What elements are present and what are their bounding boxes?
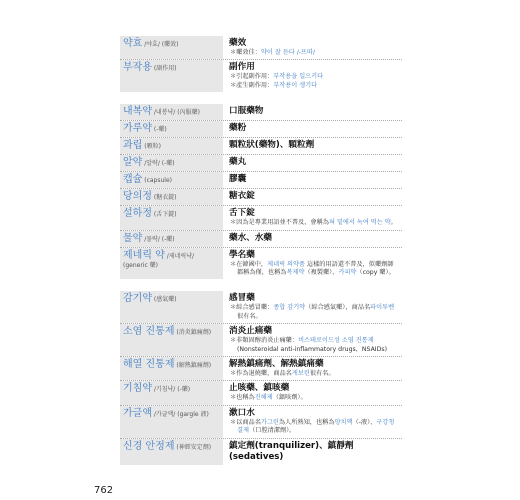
term-text: (舌下錠) [151, 211, 177, 219]
usage-note [229, 394, 399, 402]
term-text: 소염 진통제 [123, 326, 175, 338]
meaning: 膠囊 [229, 174, 247, 185]
note-text: 복제약 [286, 269, 305, 277]
vocab-entry [120, 121, 402, 138]
note-text: （鎮咳劑）。 [272, 394, 307, 402]
vocab-entry [120, 60, 402, 92]
note-text: 부작용이 생기다 [273, 81, 318, 89]
term-text: /물략/ (-藥) [142, 235, 175, 243]
note-text: 게보린 [291, 370, 310, 378]
usage-note [229, 73, 399, 81]
meaning: 藥水、水藥 [229, 232, 272, 243]
definition [223, 406, 402, 438]
note-text: 카피약 [338, 269, 357, 277]
meaning: 解熱鎮痛劑、解熱鎮痛藥 [229, 359, 324, 370]
definition [223, 36, 402, 59]
term-text: 약효 [123, 38, 143, 49]
meaning: 消炎止痛藥 [229, 326, 272, 337]
vocab-entry [120, 104, 402, 121]
definition [223, 60, 402, 92]
term-text: 감기약 [123, 293, 152, 305]
vocab-entry [120, 36, 402, 60]
note-text: 제네릭 의약품 [267, 260, 305, 268]
definition [223, 381, 402, 404]
term-text: 캡슐 [123, 174, 143, 186]
korean-term [120, 381, 223, 404]
definition [223, 291, 402, 323]
vocabulary-table [120, 36, 402, 465]
note-text: 為人所熟知，也稱為 [278, 418, 335, 426]
meaning: 感冒藥 [229, 293, 255, 304]
usage-note [229, 419, 399, 436]
meaning: 漱口水 [229, 407, 255, 418]
korean-term [120, 60, 223, 92]
note-text: ＊引起副作用： [230, 73, 274, 81]
note-text: 這樣的用語還不普及，似藥劑師都稱為僅，也稱為 [237, 260, 394, 277]
definition [223, 104, 402, 120]
korean-term [120, 231, 223, 247]
term-text: 내복약 [123, 106, 152, 118]
meaning: 藥丸 [229, 157, 247, 168]
definition [223, 231, 402, 247]
usage-note [229, 337, 399, 354]
note-text: 很有名。 [309, 370, 335, 378]
group-spacer [120, 279, 402, 291]
vocab-entry [120, 138, 402, 155]
term-text: 설하정 [123, 208, 152, 220]
term-text: /야효/ (藥效) [142, 41, 179, 48]
note-text: 很有名。 [237, 312, 262, 320]
term-text: (顆粒) [142, 143, 161, 151]
korean-term [120, 291, 223, 323]
term-text: 물약 [123, 232, 143, 244]
meaning: 鎮定劑(tranquilizer)、鎮靜劑(sedatives) [229, 440, 354, 462]
vocab-entry [120, 324, 402, 357]
definition [223, 155, 402, 171]
term-text: (消炎鎮痛劑) [174, 329, 212, 337]
vocab-entry [120, 172, 402, 189]
term-text: /알략/ (-藥) [142, 160, 175, 168]
definition [223, 324, 402, 356]
usage-note [229, 370, 399, 378]
note-text: 파이투벤 [370, 304, 395, 312]
term-text: 가글액 [123, 407, 152, 419]
meaning: 顆粒狀(藥物)、顆粒劑 [229, 140, 315, 151]
note-text: ＊以商品名 [230, 418, 261, 426]
note-text: ＊也稱為 [230, 394, 255, 402]
term-text: /기침냑/ (-藥) [151, 386, 191, 394]
note-text: 약이 잘 듣다 /-뜨따/ [260, 49, 316, 56]
note-text: （-液）、 [352, 418, 377, 426]
term-text: 제네릭 약 [123, 249, 165, 261]
vocab-entry [120, 439, 402, 465]
note-text: ＊在韓國中， [230, 260, 268, 268]
meaning: 藥效 [229, 38, 247, 48]
term-text: (糖衣錠) [151, 194, 177, 202]
definition [223, 172, 402, 188]
term-text: (感氣藥) [151, 296, 177, 304]
vocab-entry [120, 406, 402, 439]
korean-term [120, 248, 223, 280]
note-text: （複製藥）、 [304, 269, 339, 277]
korean-term [120, 357, 223, 380]
usage-note [229, 49, 399, 57]
definition [223, 189, 402, 205]
vocab-entry [120, 248, 402, 280]
usage-note [229, 219, 399, 227]
definition [223, 439, 402, 465]
note-text: 종합 감기약 [273, 304, 306, 312]
vocab-entry [120, 189, 402, 206]
vocab-entry [120, 291, 402, 324]
term-text: (神經安定劑) [174, 443, 212, 451]
meaning: 糖衣錠 [229, 191, 255, 202]
note-text: ＊產生副作用： [230, 81, 274, 89]
korean-term [120, 155, 223, 171]
note-text: （綜合感氣藥），商品名 [305, 304, 371, 312]
note-text: （口腔清潔劑）。 [248, 427, 296, 435]
definition [223, 138, 402, 154]
definition [223, 248, 402, 280]
definition [223, 357, 402, 380]
korean-term [120, 406, 223, 438]
note-text: ＊藥效佳： [230, 49, 261, 56]
note-text: 부작용을 일으키다 [273, 73, 324, 81]
meaning: 舌下錠 [229, 208, 255, 219]
entry-group [120, 36, 402, 92]
vocab-entry [120, 155, 402, 172]
note-text: 진해제 [254, 394, 273, 402]
meaning: 止咳藥、鎮咳藥 [229, 383, 290, 394]
korean-term [120, 189, 223, 205]
term-text: (capsule) [142, 177, 172, 185]
definition [223, 121, 402, 137]
definition [223, 206, 402, 229]
term-text: /제네릭냑/ (generic 藥) [123, 252, 194, 269]
korean-term [120, 324, 223, 356]
note-text: 비스테로이드성 소염 진통제 [298, 337, 374, 345]
note-text: ＊因為是專業用語並不普及，會稱為 [230, 219, 329, 227]
meaning: 副作用 [229, 62, 255, 73]
meaning: 口服藥物 [229, 106, 264, 117]
meaning: 學名藥 [229, 249, 255, 260]
korean-term [120, 121, 223, 137]
korean-term [120, 138, 223, 154]
note-text: 혀 밑에서 녹여 먹는 약 [329, 219, 391, 227]
note-text: ＊綜合感冒藥： [230, 304, 274, 312]
vocab-entry [120, 231, 402, 248]
note-text: 양치액 [334, 418, 353, 426]
meaning: 藥粉 [229, 123, 247, 134]
korean-term [120, 104, 223, 120]
usage-note [229, 261, 399, 278]
note-text: (Nonsteroidal anti-inflammatory drugs，NSAIDs) [237, 345, 388, 353]
usage-note [229, 82, 399, 90]
term-text: 부작용 [123, 62, 152, 74]
korean-term [120, 439, 223, 465]
usage-note [229, 304, 399, 321]
term-text: 해열 진통제 [123, 359, 175, 371]
korean-term [120, 172, 223, 188]
vocab-entry [120, 357, 402, 381]
term-text: (-藥) [151, 126, 167, 134]
note-text: ＊非類固醇消炎止痛藥： [230, 337, 299, 345]
term-text: 당의정 [123, 191, 152, 203]
term-text: /내봉냑/ (內服藥) [151, 109, 200, 117]
entry-group [120, 104, 402, 279]
group-spacer [120, 92, 402, 104]
term-text: 기침약 [123, 383, 152, 395]
korean-term [120, 36, 223, 59]
note-text: 가그린 [260, 418, 279, 426]
note-text: 구강청결제 [237, 418, 395, 435]
note-text: （copy 藥）。 [356, 269, 395, 277]
note-text: 。 [390, 219, 397, 227]
term-text: 가루약 [123, 123, 152, 135]
note-text: ＊作為退燒藥，商品名 [230, 370, 292, 378]
term-text: 신경 안정제 [123, 440, 175, 452]
entry-group [120, 291, 402, 464]
term-text: 알약 [123, 157, 143, 169]
vocab-entry [120, 206, 402, 230]
page-number: 762 [94, 485, 114, 496]
vocab-entry [120, 381, 402, 405]
term-text: 과립 [123, 140, 143, 152]
korean-term [120, 206, 223, 229]
term-text: (解熱鎮痛劑) [174, 362, 212, 370]
term-text: /가글액/ (gargle 液) [151, 410, 209, 418]
term-text: (副作用) [151, 65, 177, 73]
